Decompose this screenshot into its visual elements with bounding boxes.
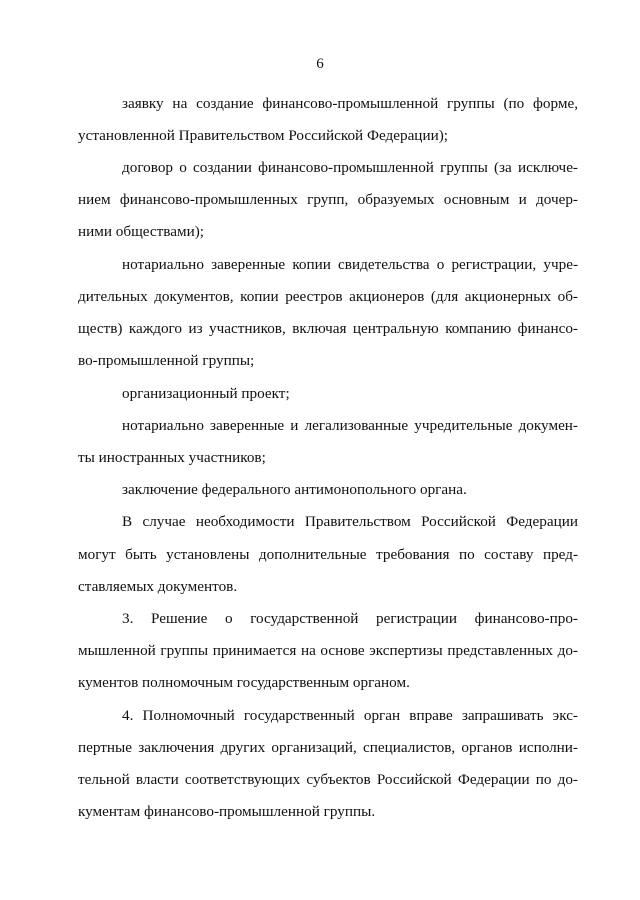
text-line: пертные заключения других организаций, специалистов, органов исполни- xyxy=(78,739,578,756)
text-line: во-промышленной группы; xyxy=(78,352,255,369)
text-line: ними обществами); xyxy=(78,223,205,240)
text-line: заявку на создание финансово-промышленной группы (по форме, xyxy=(122,95,578,112)
text-line: кументов полномочным государственным органом. xyxy=(78,674,410,691)
text-line: тельной власти соответствующих субъектов Российской Федерации по до- xyxy=(78,771,578,788)
text-line: мышленной группы принимается на основе экспертизы представленных до- xyxy=(78,642,578,659)
text-line: ществ) каждого из участников, включая центральную компанию финансо- xyxy=(78,320,578,337)
text-line: дительных документов, копии реестров акционеров (для акционерных об- xyxy=(78,288,578,305)
text-line: 4. Полномочный государственный орган вправе запрашивать экс- xyxy=(122,707,578,724)
text-line: нотариально заверенные и легализованные учредительные докумен- xyxy=(122,417,578,434)
text-line: ты иностранных участников; xyxy=(78,449,266,466)
text-line: организационный проект; xyxy=(122,385,290,402)
text-line: кументам финансово-промышленной группы. xyxy=(78,803,376,820)
text-line: могут быть установлены дополнительные требования по составу пред- xyxy=(78,546,578,563)
text-line: установленной Правительством Российской Федерации); xyxy=(78,127,448,144)
text-line: заключение федерального антимонопольного органа. xyxy=(122,481,467,498)
text-line: 3. Решение о государственной регистрации финансово-про- xyxy=(122,610,578,627)
text-line: В случае необходимости Правительством Российской Федерации xyxy=(122,513,578,530)
text-line: договор о создании финансово-промышленной группы (за исключе- xyxy=(122,159,578,176)
text-line: нием финансово-промышленных групп, образуемых основным и дочер- xyxy=(78,191,578,208)
text-line: ставляемых документов. xyxy=(78,578,238,595)
text-line: нотариально заверенные копии свидетельства о регистрации, учре- xyxy=(122,256,578,273)
page-number: 6 xyxy=(316,56,324,72)
